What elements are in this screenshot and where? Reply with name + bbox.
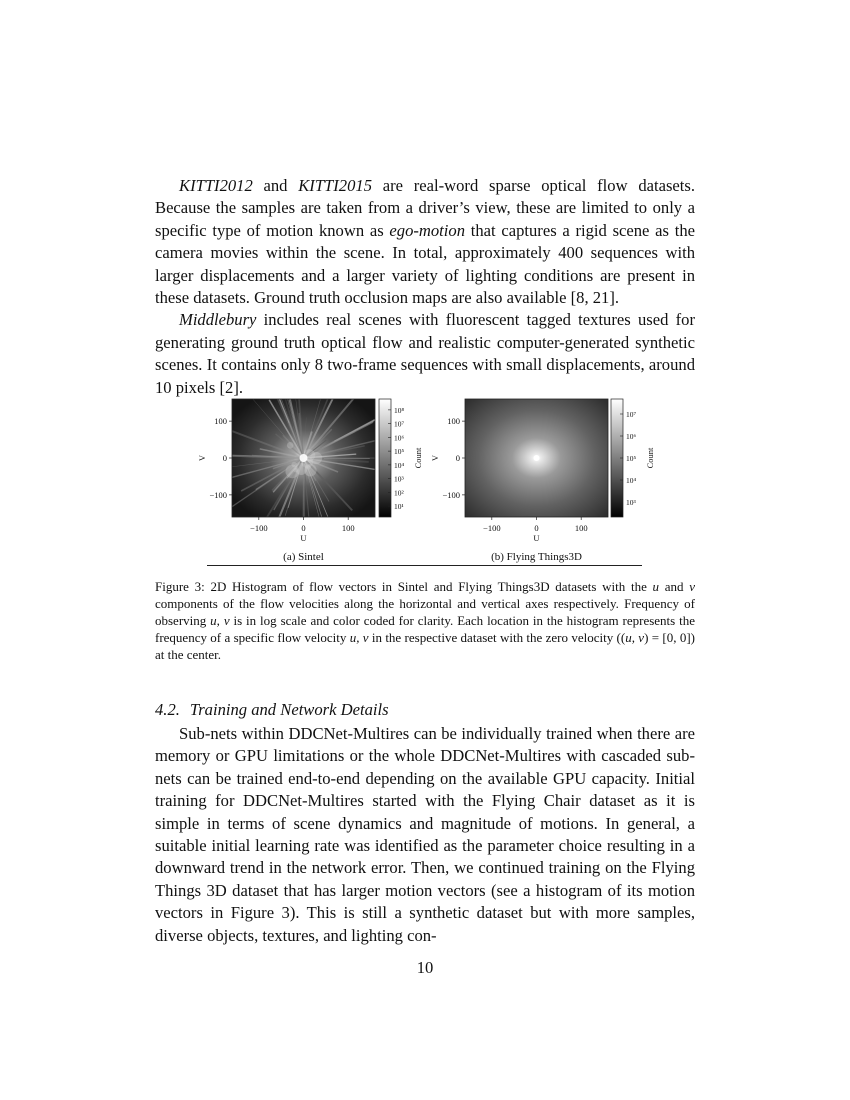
caption-text-segment: and: [659, 579, 690, 594]
paragraph-text-segment: KITTI2012: [179, 176, 253, 195]
caption-text-segment: is in log scale and color coded for clarity. Each location in the histogram represents the frequency of a specific flow velocity: [155, 613, 695, 645]
paragraph-text-segment: that captures a rigid scene as the camera movies within the scene. In total, approximately 400 sequences with larger displacements and a larger variety of lighting conditions are present in these datasets. Ground truth occlusion maps are also available [8, 21].: [155, 220, 695, 308]
paragraph-text-segment: ego-motion: [389, 220, 466, 240]
y-tick-label: 100: [214, 416, 227, 427]
paragraph-text-segment: Middlebury: [179, 310, 257, 330]
colorbar-tick-label: 10⁵: [394, 447, 405, 457]
x-axis-label: U: [300, 533, 307, 543]
colorbar-tick-label: 10⁷: [626, 410, 637, 419]
x-tick-label: −100: [250, 523, 268, 533]
colorbar: [379, 399, 391, 517]
body-text-top: [155, 175, 695, 399]
y-tick-label: 0: [222, 453, 227, 463]
x-tick-label: −100: [483, 523, 501, 533]
colorbar-label: Count: [645, 447, 655, 469]
x-tick-label: 0: [534, 523, 539, 533]
colorbar-tick-label: 10⁷: [394, 419, 405, 429]
colorbar-tick-label: 10⁶: [626, 432, 637, 441]
x-tick-label: 100: [574, 523, 588, 533]
heatmap-blob: [304, 464, 317, 477]
caption-text-segment: v: [689, 579, 695, 594]
y-tick-label: −100: [209, 489, 227, 500]
subfigure-caption: (a) Sintel: [283, 551, 324, 563]
heatmap-blob: [285, 465, 299, 479]
paragraph-kitti: [155, 175, 695, 309]
subfigure-caption: (b) Flying Things3D: [491, 551, 582, 563]
paragraph-training: Sub-nets within DDCNet-Multires can be individually trained when there are memory or GPU limitations or the whole DDCNet-Multires with cascaded sub-nets can be trained end-to-end depending on the available GPU capacity. Initial training for DDCNet-Multires started with the Flying Chair dataset as it is simple in terms of scene dynamics and magnitude of motions. In general, a suitable initial learning rate was identified as the parameter choice resulting in a downward trend in the network error. Then, we continued training on the Flying Things 3D dataset that has larger motion vectors (see a histogram of its motion vectors in Figure 3). This is still a synthetic dataset but with more samples, diverse objects, textures, and lighting con-: [155, 724, 695, 945]
caption-text-segment: in the respective dataset with the zero velocity ((: [368, 630, 626, 645]
colorbar-tick-label: 10¹: [394, 502, 404, 512]
figure-3-plots: [155, 392, 695, 570]
figure-rule: [207, 565, 642, 566]
caption-text-segment: u: [652, 579, 660, 594]
paragraph-text-segment: and: [252, 176, 299, 195]
paragraph-text-segment: includes real scenes with fluorescent tagged textures used for generating ground truth optical flow and realistic computer-generated synthetic scenes. It contains only 8 two-frame sequences with small displacements, around 10 pixels [2].: [155, 310, 695, 397]
colorbar-tick-label: 10²: [394, 488, 404, 498]
caption-text-segment: Figure 3: 2D Histogram of flow vectors in Sintel and Flying Things3D datasets with the: [155, 579, 653, 594]
heatmap-blob: [310, 452, 322, 464]
y-tick-label: 100: [447, 416, 460, 427]
heatmap-blob: [287, 442, 294, 449]
colorbar-tick-label: 10⁵: [626, 454, 637, 463]
body-text-bottom: [155, 723, 695, 947]
colorbar-tick-label: 10⁸: [394, 405, 405, 415]
figure-caption: [155, 578, 695, 663]
colorbar-tick-label: 10³: [626, 498, 636, 507]
caption-text-segment: ) = [0, 0]) at the center.: [155, 630, 695, 662]
colorbar-tick-label: 10⁴: [626, 476, 637, 485]
colorbar-label: Count: [413, 447, 423, 469]
paragraph-text-segment: are real-word sparse optical flow datasets. Because the samples are taken from a driver’s view, these are limited to only a specific type of motion known as: [155, 176, 695, 240]
caption-text-segment: u, v: [349, 630, 369, 645]
paragraph-middlebury: [155, 309, 695, 399]
x-tick-label: 0: [301, 523, 306, 533]
y-tick-label: 0: [455, 453, 460, 463]
section-heading: [155, 700, 389, 720]
colorbar-tick-label: 10³: [394, 474, 404, 484]
heatmap-center-peak: [534, 455, 540, 461]
caption-text-segment: u, v: [210, 613, 230, 628]
section-number: 4.2.: [155, 700, 180, 719]
section-title: Training and Network Details: [189, 700, 389, 719]
page-number: 10: [416, 958, 434, 977]
y-axis-label: V: [197, 454, 207, 462]
caption-text-segment: u, v: [625, 630, 645, 645]
caption-text-segment: components of the flow velocities along the horizontal and vertical axes respectively. Frequency of observing: [155, 596, 695, 628]
x-tick-label: 100: [341, 523, 355, 533]
x-axis-label: U: [533, 533, 540, 543]
figure-3: [155, 392, 695, 570]
heatmap-center-peak: [300, 454, 308, 462]
paragraph-text-segment: KITTI2015: [298, 176, 372, 195]
y-axis-label: V: [430, 454, 440, 462]
colorbar-tick-label: 10⁴: [394, 460, 405, 470]
y-tick-label: −100: [442, 489, 460, 500]
colorbar-tick-label: 10⁶: [394, 433, 405, 443]
